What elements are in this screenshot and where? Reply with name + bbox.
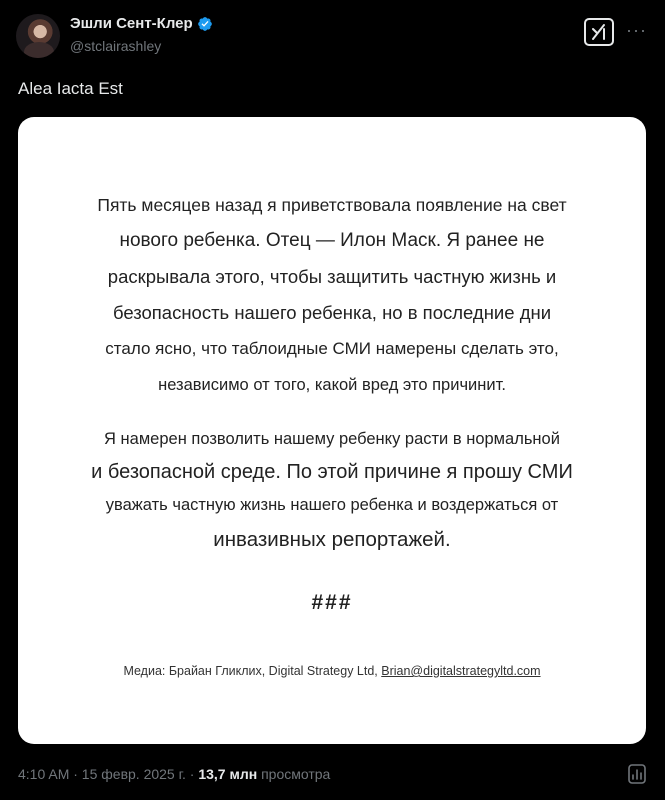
avatar[interactable] — [16, 14, 60, 58]
statement-line: независимо от того, какой вред это причинит. — [158, 376, 506, 394]
statement-line: Пять месяцев назад я приветствовала появление на свет — [97, 195, 567, 215]
grok-icon[interactable] — [584, 18, 614, 46]
statement-line: стало ясно, что таблоидные СМИ намерены сделать это, — [105, 339, 559, 358]
author-name-row[interactable] — [70, 15, 213, 32]
tweet-header — [16, 12, 649, 60]
more-icon[interactable]: ··· — [626, 20, 647, 40]
statement-line: нового ребенка. Отец — Илон Маск. Я ранее не — [119, 230, 545, 251]
statement-line: инвазивных репортажей. — [213, 528, 451, 551]
views-label: просмотра — [257, 766, 331, 782]
media-contact — [18, 664, 646, 678]
tweet-meta — [18, 766, 330, 782]
author-handle[interactable]: @stclairashley — [70, 38, 162, 54]
grok-glyph-icon — [589, 23, 609, 41]
statement-line: уважать частную жизнь нашего ребенка и воздержаться от — [105, 496, 559, 514]
statement-paragraph-2 — [48, 423, 616, 559]
tweet-text: Alea Iacta Est — [18, 79, 123, 98]
statement-image[interactable] — [18, 117, 646, 744]
tweet-timestamp[interactable]: 4:10 AM · 15 февр. 2025 г. · — [18, 766, 199, 782]
statement-line: Я намерен позволить нашему ребенку расти в нормальной — [104, 430, 560, 448]
statement-line: раскрывала этого, чтобы защитить частную жизнь и — [107, 266, 557, 287]
views-count: 13,7 млн — [198, 766, 258, 782]
analytics-icon[interactable] — [628, 764, 646, 784]
statement-paragraph-1 — [48, 187, 616, 403]
verified-icon — [197, 16, 213, 32]
statement-line: безопасность нашего ребенка, но в последние дни — [112, 302, 552, 323]
author-display-name[interactable]: Эшли Сент-Клер — [70, 15, 193, 32]
statement-line: и безопасной среде. По этой причине я прошу СМИ — [91, 461, 573, 483]
media-contact-email: Brian@digitalstrategyltd.com — [381, 664, 541, 678]
statement-separator: ### — [311, 591, 353, 614]
media-contact-prefix: Медиа: Брайан Гликлих, Digital Strategy Ltd, — [123, 664, 382, 678]
